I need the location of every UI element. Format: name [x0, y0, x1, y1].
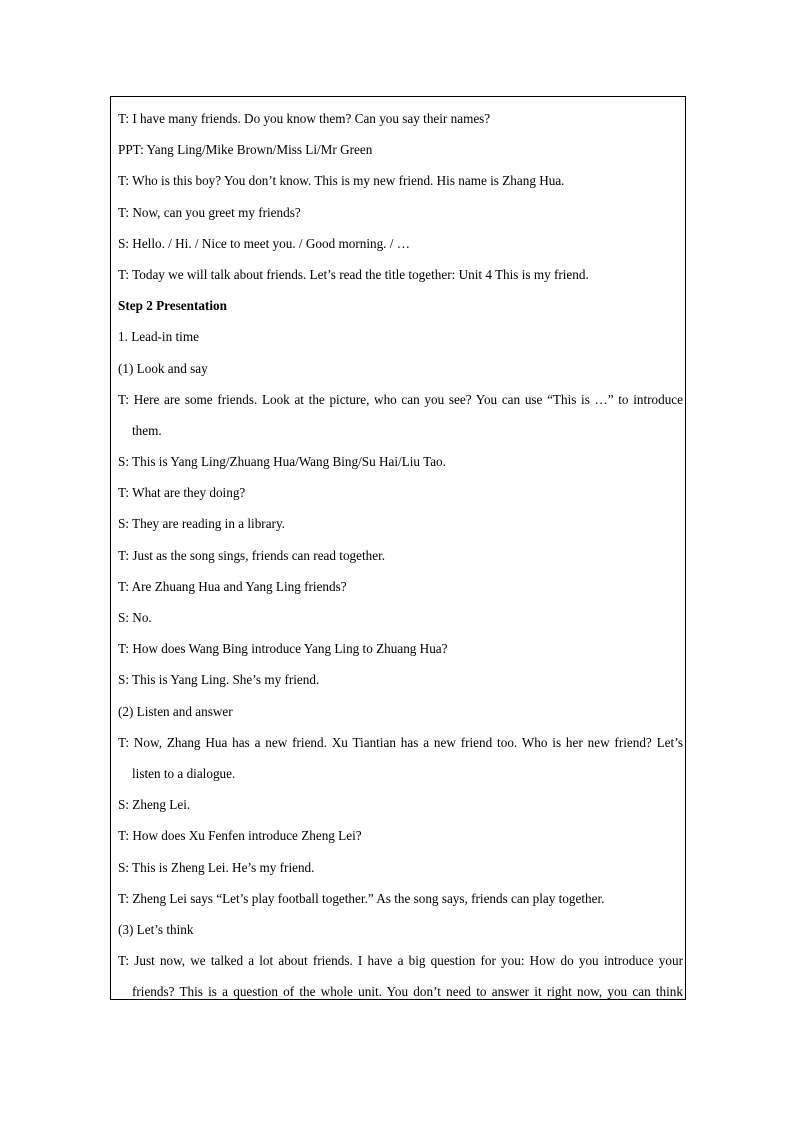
text-line-continuation: them.	[132, 422, 162, 438]
text-line: S: This is Zheng Lei. He’s my friend.	[118, 859, 315, 875]
text-line: T: Just now, we talked a lot about friends. I have a big question for you: How do you introduce your	[118, 953, 683, 969]
text-line: T: How does Wang Bing introduce Yang Ling to Zhuang Hua?	[118, 641, 448, 657]
section-heading: Step 2 Presentation	[118, 298, 227, 314]
text-line: T: Today we will talk about friends. Let’s read the title together: Unit 4 This is my friend.	[118, 266, 589, 282]
text-line: S: This is Yang Ling/Zhuang Hua/Wang Bing/Su Hai/Liu Tao.	[118, 454, 446, 470]
text-line: S: This is Yang Ling. She’s my friend.	[118, 672, 320, 688]
text-line: (1) Look and say	[118, 360, 208, 376]
text-line: S: No.	[118, 610, 152, 625]
lesson-table-cell	[110, 96, 686, 1000]
text-line: T: Now, Zhang Hua has a new friend. Xu Tiantian has a new friend too. Who is her new friend? Let’s	[118, 734, 683, 750]
text-line: S: Zheng Lei.	[118, 797, 191, 813]
text-line: T: Zheng Lei says “Let’s play football together.” As the song says, friends can play together.	[118, 890, 605, 906]
text-line: T: Here are some friends. Look at the picture, who can you see? You can use “This is …” to introduce	[118, 391, 683, 407]
text-line: T: What are they doing?	[118, 485, 246, 501]
text-line-continuation: friends? This is a question of the whole unit. You don’t need to answer it right now, you can think	[132, 984, 683, 1000]
text-line: (3) Let’s think	[118, 921, 194, 937]
text-line: S: Hello. / Hi. / Nice to meet you. / Good morning. / …	[118, 235, 410, 251]
text-line: (2) Listen and answer	[118, 703, 233, 719]
text-line: T: How does Xu Fenfen introduce Zheng Lei?	[118, 828, 362, 844]
text-line: T: Now, can you greet my friends?	[118, 204, 301, 220]
text-line: 1. Lead-in time	[118, 329, 199, 345]
text-line: T: Are Zhuang Hua and Yang Ling friends?	[118, 578, 347, 594]
text-line: S: They are reading in a library.	[118, 516, 285, 532]
lesson-text	[118, 103, 683, 1000]
text-line: T: Just as the song sings, friends can read together.	[118, 547, 386, 563]
text-line: T: I have many friends. Do you know them? Can you say their names?	[118, 111, 491, 126]
text-line: T: Who is this boy? You don’t know. This is my new friend. His name is Zhang Hua.	[118, 173, 565, 189]
text-line-continuation: listen to a dialogue.	[132, 765, 236, 781]
text-line: PPT: Yang Ling/Mike Brown/Miss Li/Mr Green	[118, 142, 373, 158]
